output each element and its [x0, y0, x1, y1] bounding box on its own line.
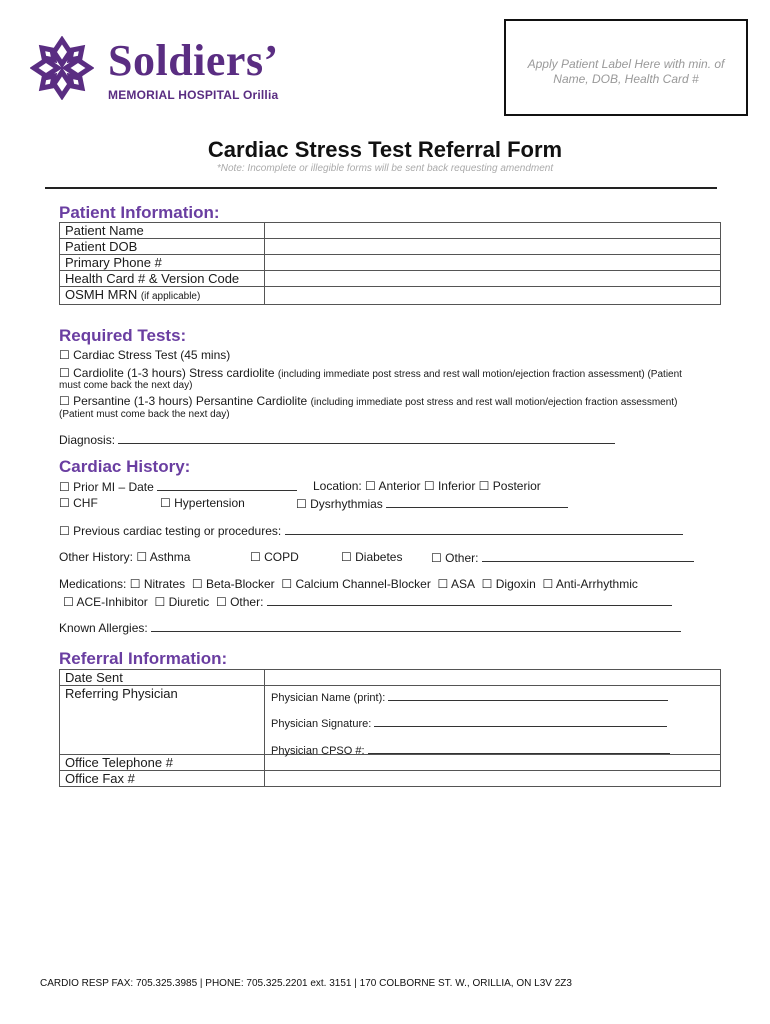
osmh-mrn-note: (if applicable) [140, 291, 201, 302]
checkbox-anti-arrhythmic[interactable]: ☐ [542, 577, 554, 591]
test-cardiolite-note-cont: must come back the next day) [59, 380, 193, 391]
form-note: *Note: Incomplete or illegible forms will be sent back requesting amendment [216, 163, 554, 174]
copd-row [250, 550, 299, 564]
checkbox-stress-test[interactable]: ☐ [59, 348, 70, 362]
diagnosis-label: Diagnosis: [59, 433, 116, 447]
allergies-row [59, 620, 681, 635]
beta-blocker-label: Beta-Blocker [205, 577, 275, 591]
patient-info-table [59, 222, 721, 305]
table-row [60, 670, 721, 686]
osmh-mrn-text: OSMH MRN [65, 287, 138, 302]
physician-signature-row [271, 715, 667, 730]
previous-testing-field[interactable] [285, 523, 683, 535]
table-row [60, 255, 721, 271]
dysrhythmias-field[interactable] [386, 496, 568, 508]
checkbox-hypertension[interactable]: ☐ [160, 496, 171, 510]
location-row [313, 479, 541, 493]
test-persantine-row [59, 394, 719, 410]
hypertension-row [160, 496, 245, 510]
physician-cpso-label: Physician CPSO #: [271, 745, 365, 757]
patient-info-heading: Patient Information: [59, 203, 220, 222]
required-tests-heading: Required Tests: [59, 326, 187, 345]
diagnosis-field[interactable] [118, 432, 615, 444]
other-history-label: Other History: [59, 550, 134, 564]
checkbox-inferior[interactable]: ☐ [423, 479, 435, 493]
table-row [60, 239, 721, 255]
other-condition-label: Other: [445, 551, 479, 565]
other-condition-row [431, 550, 694, 565]
other-medication-label: Other: [230, 595, 264, 609]
table-row [60, 223, 721, 239]
date-sent-label: Date Sent [60, 670, 265, 686]
chf-label: CHF [73, 496, 98, 510]
logo-wordmark: Soldiers’ [108, 36, 279, 85]
previous-testing-label: Previous cardiac testing or procedures: [73, 524, 282, 538]
inferior-label: Inferior [437, 479, 476, 493]
hospital-logo-icon [30, 36, 94, 100]
copd-label: COPD [264, 550, 299, 564]
calcium-channel-label: Calcium Channel-Blocker [295, 577, 431, 591]
physician-cpso-row [271, 742, 670, 757]
patient-name-label: Patient Name [60, 223, 265, 239]
footer-contact: CARDIO RESP FAX: 705.325.3985 | PHONE: 705.325.2201 ext. 3151 | 170 COLBORNE ST. W., ORILLIA, ON L3V 2Z3 [40, 978, 572, 989]
patient-name-field[interactable] [265, 223, 721, 239]
health-card-field[interactable] [265, 271, 721, 287]
checkbox-nitrates[interactable]: ☐ [129, 577, 141, 591]
referring-physician-label: Referring Physician [60, 686, 265, 755]
office-telephone-label: Office Telephone # [60, 755, 265, 771]
medications-row-2 [63, 594, 672, 609]
checkbox-other-condition[interactable]: ☐ [431, 551, 442, 565]
test-stress-row [59, 348, 230, 362]
patient-dob-field[interactable] [265, 239, 721, 255]
ace-inhibitor-label: ACE-Inhibitor [76, 595, 148, 609]
chf-row [59, 496, 98, 510]
cardiac-history-heading: Cardiac History: [59, 457, 191, 476]
nitrates-label: Nitrates [143, 577, 186, 591]
checkbox-calcium-channel[interactable]: ☐ [281, 577, 293, 591]
checkbox-anterior[interactable]: ☐ [365, 479, 376, 493]
form-title: Cardiac Stress Test Referral Form [207, 137, 563, 162]
checkbox-dysrhythmias[interactable]: ☐ [296, 497, 307, 511]
checkbox-ace-inhibitor[interactable]: ☐ [63, 595, 74, 609]
patient-dob-label: Patient DOB [60, 239, 265, 255]
allergies-label: Known Allergies: [59, 621, 148, 635]
anti-arrhythmic-label: Anti-Arrhythmic [555, 577, 638, 591]
checkbox-diabetes[interactable]: ☐ [341, 550, 352, 564]
physician-name-field[interactable] [388, 689, 668, 701]
asa-label: ASA [450, 577, 475, 591]
diagnosis-row [59, 432, 615, 447]
physician-cpso-field[interactable] [368, 742, 670, 754]
title-divider [45, 187, 717, 189]
medications-row [59, 577, 638, 591]
anterior-label: Anterior [378, 479, 421, 493]
checkbox-prior-mi[interactable]: ☐ [59, 480, 70, 494]
table-row [60, 771, 721, 787]
diuretic-label: Diuretic [168, 595, 210, 609]
osmh-mrn-field[interactable] [265, 287, 721, 305]
test-cardiolite-label: Cardiolite (1-3 hours) Stress cardiolite [73, 366, 275, 380]
test-persantine-note-cont: (Patient must come back the next day) [59, 409, 230, 420]
checkbox-diuretic[interactable]: ☐ [154, 595, 166, 609]
checkbox-asthma[interactable]: ☐ [136, 550, 148, 564]
test-persantine-label: Persantine (1-3 hours) Persantine Cardiolite [73, 394, 308, 408]
checkbox-asa[interactable]: ☐ [437, 577, 449, 591]
checkbox-previous-testing[interactable]: ☐ [59, 524, 70, 538]
checkbox-copd[interactable]: ☐ [250, 550, 261, 564]
patient-label-box [504, 19, 748, 116]
table-row [60, 287, 721, 305]
prior-mi-row [59, 479, 297, 494]
date-sent-field[interactable] [265, 670, 721, 686]
test-stress-label: Cardiac Stress Test (45 mins) [73, 348, 231, 362]
prior-mi-date-field[interactable] [157, 479, 297, 491]
checkbox-posterior[interactable]: ☐ [478, 479, 490, 493]
checkbox-beta-blocker[interactable]: ☐ [191, 577, 203, 591]
location-label: Location: [313, 479, 362, 493]
prior-mi-label: Prior MI – Date [73, 480, 154, 494]
patient-label-instructions: Apply Patient Label Here with min. of Name, DOB, Health Card # [527, 57, 725, 86]
other-history-row [59, 550, 190, 564]
digoxin-label: Digoxin [495, 577, 536, 591]
diabetes-row [341, 550, 402, 564]
referral-info-heading: Referral Information: [59, 649, 228, 668]
primary-phone-label: Primary Phone # [60, 255, 265, 271]
checkbox-persantine[interactable]: ☐ [59, 394, 70, 408]
dysrhythmias-label: Dysrhythmias [310, 497, 383, 511]
primary-phone-field[interactable] [265, 255, 721, 271]
test-persantine-note: (including immediate post stress and rest wall motion/ejection fraction assessment) [310, 397, 678, 408]
physician-name-label: Physician Name (print): [271, 692, 386, 704]
medications-label: Medications: [59, 577, 127, 591]
osmh-mrn-label [60, 287, 265, 305]
previous-testing-row [59, 523, 683, 538]
other-medication-field[interactable] [267, 594, 672, 606]
table-row [60, 271, 721, 287]
health-card-label: Health Card # & Version Code [60, 271, 265, 287]
physician-signature-field[interactable] [374, 715, 667, 727]
office-fax-field[interactable] [265, 771, 721, 787]
dysrhythmias-row [296, 496, 568, 511]
asthma-label: Asthma [149, 550, 191, 564]
test-cardiolite-note: (including immediate post stress and rest wall motion/ejection fraction assessment) (Patient [277, 369, 682, 380]
physician-signature-label: Physician Signature: [271, 718, 372, 730]
posterior-label: Posterior [492, 479, 541, 493]
checkbox-digoxin[interactable]: ☐ [481, 577, 493, 591]
logo-subtitle: MEMORIAL HOSPITAL Orillia [108, 88, 279, 102]
other-condition-field[interactable] [482, 550, 694, 562]
checkbox-cardiolite[interactable]: ☐ [59, 366, 70, 380]
physician-name-row [271, 689, 668, 704]
hypertension-label: Hypertension [174, 496, 245, 510]
office-fax-label: Office Fax # [60, 771, 265, 787]
checkbox-other-medication[interactable]: ☐ [215, 595, 227, 609]
allergies-field[interactable] [151, 620, 681, 632]
checkbox-chf[interactable]: ☐ [59, 496, 70, 510]
diabetes-label: Diabetes [355, 550, 403, 564]
